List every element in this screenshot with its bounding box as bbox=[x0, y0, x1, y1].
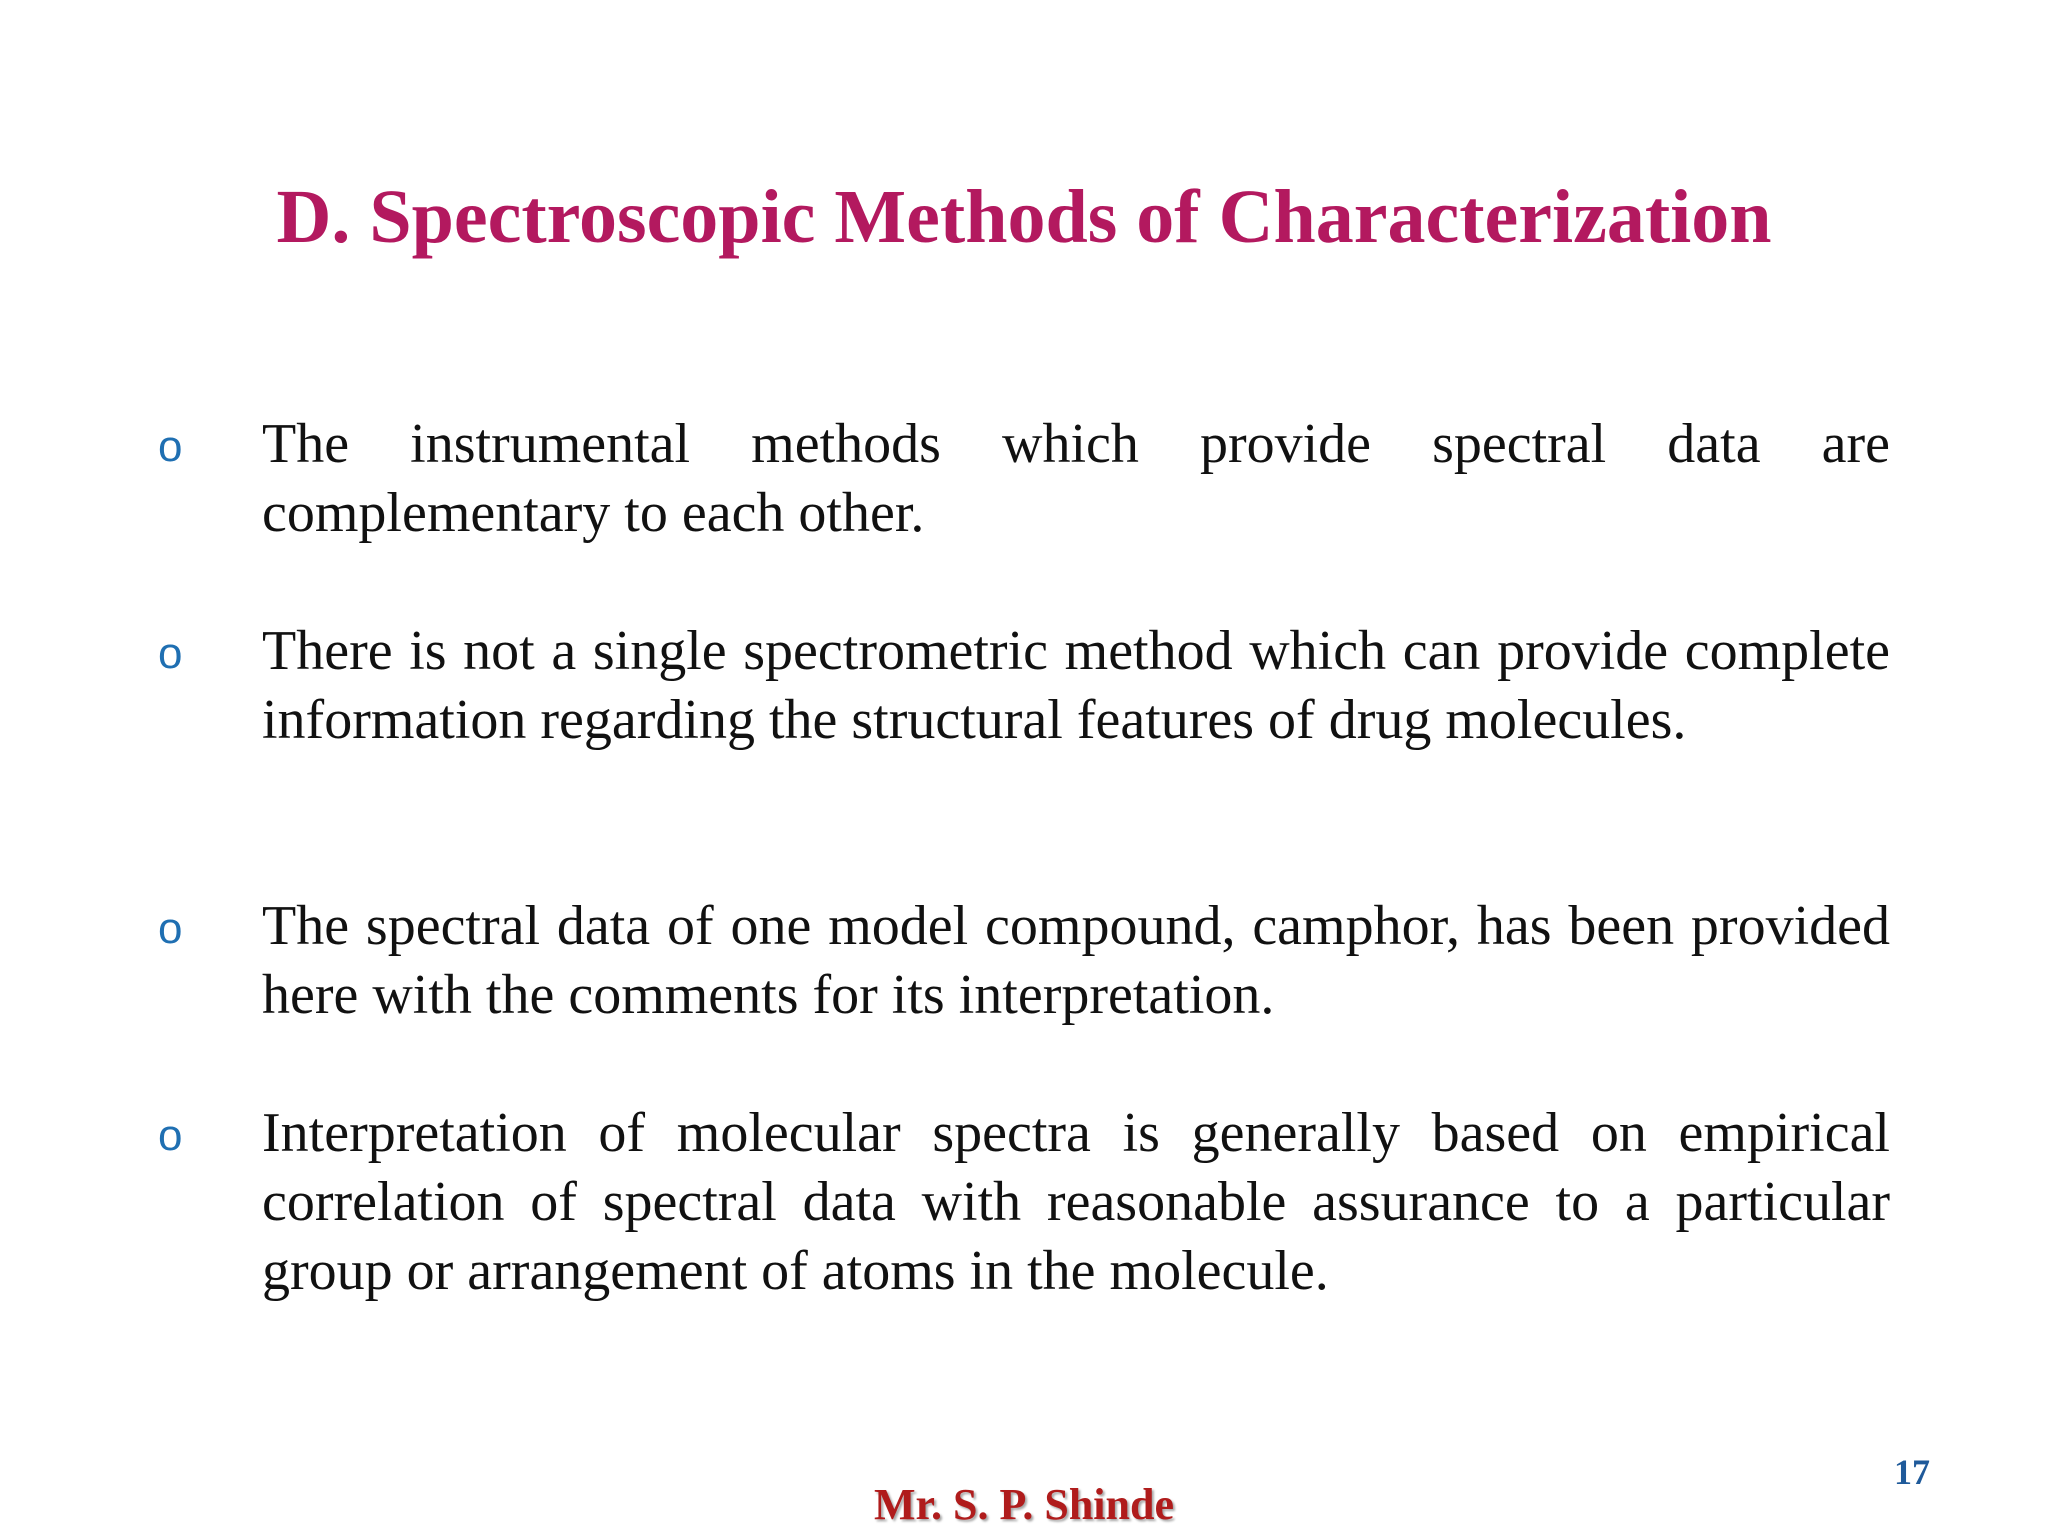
footer-author: Mr. S. P. Shinde bbox=[874, 1480, 1174, 1529]
slide-title: D. Spectroscopic Methods of Characterization bbox=[276, 175, 1772, 259]
bullet-text: Interpretation of molecular spectra is generally based on empirical correlation of spectral data with reasonable assurance to a particular group or arrangement of atoms in the molecule. bbox=[262, 1102, 1890, 1302]
bullet-circle-icon: o bbox=[158, 1111, 183, 1160]
page-number: 17 bbox=[1894, 1452, 1930, 1492]
bullet-text: The instrumental methods which provide spectral data are complementary to each other. bbox=[262, 413, 1890, 544]
bullet-circle-icon: o bbox=[158, 422, 183, 471]
bullet-circle-icon: o bbox=[158, 629, 183, 678]
bullet-text: There is not a single spectrometric method which can provide complete information regarding the structural features of drug molecules. bbox=[262, 620, 1890, 751]
bullet-text: The spectral data of one model compound, camphor, has been provided here with the comments for its interpretation. bbox=[262, 895, 1890, 1026]
bullet-circle-icon: o bbox=[158, 904, 183, 953]
